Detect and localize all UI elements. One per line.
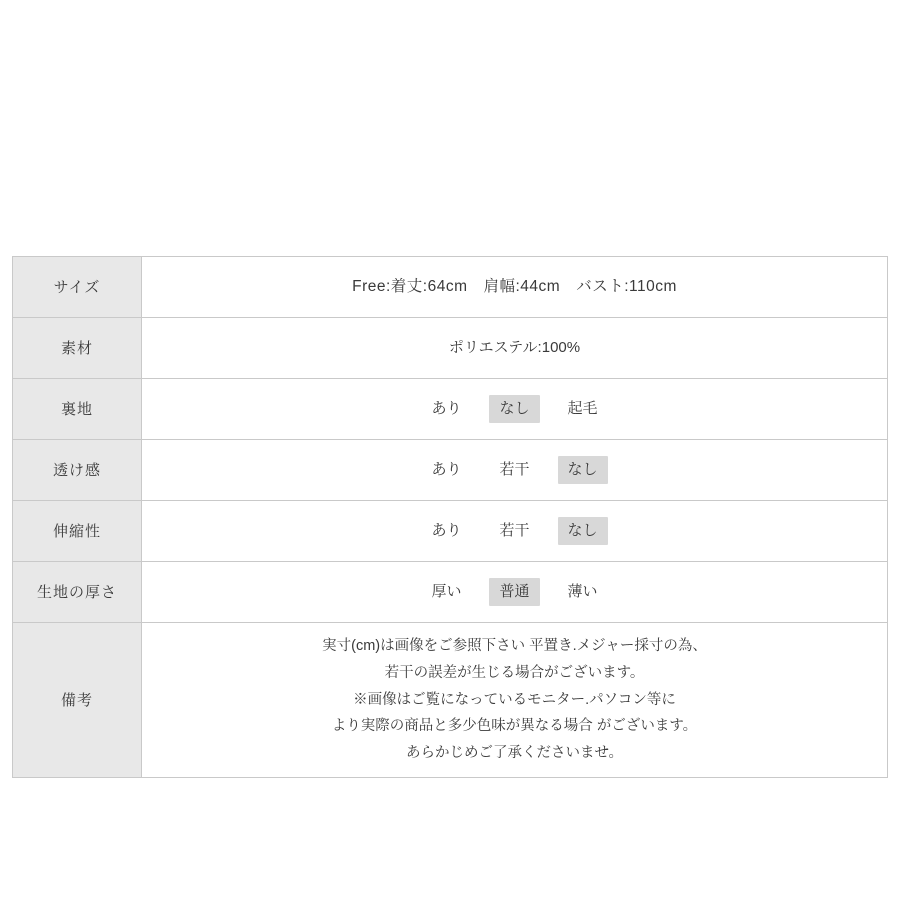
size-value-text: Free:着丈:64cm 肩幅:44cm バスト:110cm xyxy=(352,278,677,296)
remarks-line-3: ※画像はご覧になっているモニター.パソコン等に xyxy=(353,691,676,708)
spec-value-material xyxy=(142,318,888,379)
thickness-option-futsuu: 普通 xyxy=(489,578,539,607)
stretch-options xyxy=(148,517,881,546)
stretch-option-jakkan: 若干 xyxy=(499,521,530,539)
stretch-option-ari: あり xyxy=(431,521,462,539)
product-spec-table xyxy=(12,256,888,778)
sheerness-option-ari: あり xyxy=(431,460,462,478)
thickness-option-usui: 薄い xyxy=(567,582,598,600)
stretch-option-nashi: なし xyxy=(558,517,608,546)
spec-label-lining: 裏地 xyxy=(13,379,142,440)
spec-value-size xyxy=(142,257,888,318)
lining-option-kimo: 起毛 xyxy=(567,399,598,417)
spec-value-lining xyxy=(142,379,888,440)
sheerness-options xyxy=(148,456,881,485)
remarks-line-2: 若干の誤差が生じる場合がございます。 xyxy=(384,664,645,681)
spec-label-sheerness: 透け感 xyxy=(13,440,142,501)
spec-label-size: サイズ xyxy=(13,257,142,318)
material-value-text: ポリエステル:100% xyxy=(448,338,581,356)
table-row xyxy=(13,257,888,318)
table-row xyxy=(13,562,888,623)
remarks-line-5: あらかじめご了承くださいませ。 xyxy=(405,745,624,762)
lining-options xyxy=(148,395,881,424)
sheerness-option-jakkan: 若干 xyxy=(499,460,530,478)
spec-label-remarks: 備考 xyxy=(13,623,142,778)
spec-value-remarks xyxy=(142,623,888,778)
table-row xyxy=(13,501,888,562)
remarks-note xyxy=(148,633,881,767)
spec-value-stretch xyxy=(142,501,888,562)
table-row xyxy=(13,379,888,440)
remarks-line-4: より実際の商品と多少色味が異なる場合 がございます。 xyxy=(331,718,698,735)
sheerness-option-nashi: なし xyxy=(558,456,608,485)
thickness-options xyxy=(148,578,881,607)
spec-value-sheerness xyxy=(142,440,888,501)
remarks-line-1: 実寸(cm)は画像をご参照下さい 平置き.メジャー採寸の為、 xyxy=(322,638,707,654)
spec-label-thickness: 生地の厚さ xyxy=(13,562,142,623)
spec-label-material: 素材 xyxy=(13,318,142,379)
lining-option-ari: あり xyxy=(431,399,462,417)
product-spec-section xyxy=(12,256,888,778)
table-row xyxy=(13,318,888,379)
lining-option-nashi: なし xyxy=(489,395,539,424)
thickness-option-atsui: 厚い xyxy=(431,582,462,600)
table-row xyxy=(13,623,888,778)
spec-label-stretch: 伸縮性 xyxy=(13,501,142,562)
spec-value-thickness xyxy=(142,562,888,623)
table-row xyxy=(13,440,888,501)
